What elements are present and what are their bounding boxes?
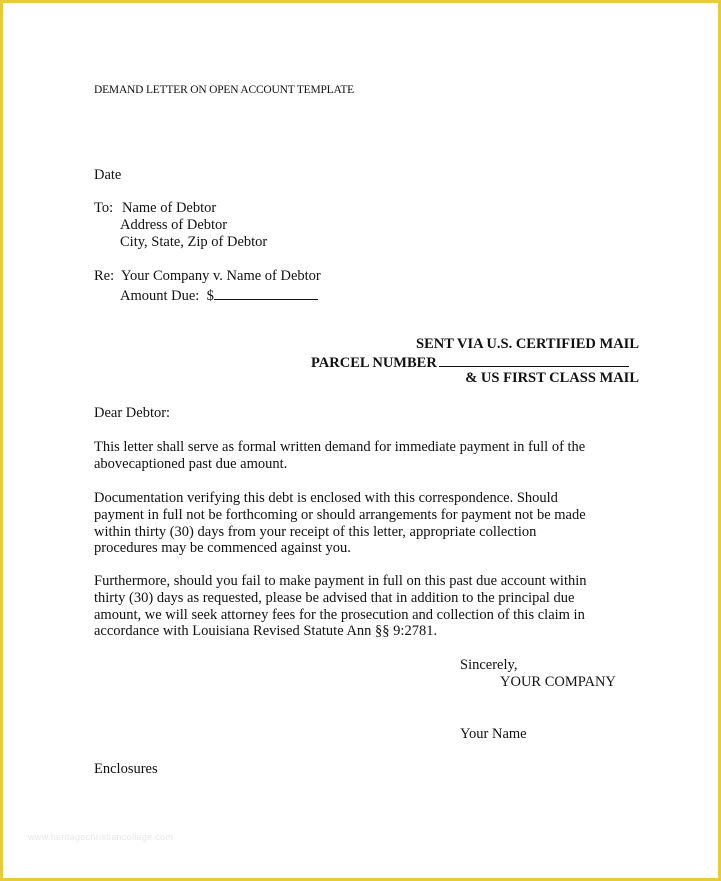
company-name: YOUR COMPANY xyxy=(500,674,616,690)
paragraph-line: thirty (30) days as requested, please be advised that in addition to the principal due xyxy=(94,589,575,606)
currency-symbol: $ xyxy=(206,288,214,304)
parcel-number-blank xyxy=(439,353,629,367)
certified-mail-line: SENT VIA U.S. CERTIFIED MAIL xyxy=(416,336,639,352)
paragraph-documentation xyxy=(94,490,654,557)
case-caption: Your Company v. Name of Debtor xyxy=(121,268,321,284)
paragraph-line: amount, we will seek attorney fees for the prosecution and collection of this claim in xyxy=(94,606,585,623)
paragraph-line: procedures may be commenced against you. xyxy=(94,540,351,557)
paragraph-line: This letter shall serve as formal written demand for immediate payment in full of the xyxy=(94,439,586,455)
paragraph-attorney-fees xyxy=(94,573,654,640)
paragraph-demand xyxy=(94,439,654,473)
paragraph-line: within thirty (30) days from your receipt of this letter, appropriate collection xyxy=(94,523,537,540)
parcel-number-label: PARCEL NUMBER xyxy=(311,355,437,371)
amount-due-label: Amount Due: xyxy=(120,288,200,304)
paragraph-line: accordance with Louisiana Revised Statute Ann §§ 9:2781. xyxy=(94,623,438,640)
salutation: Dear Debtor: xyxy=(94,405,171,421)
debtor-address: Address of Debtor xyxy=(120,217,228,233)
to-label: To: xyxy=(94,200,114,216)
enclosures-label: Enclosures xyxy=(94,761,158,777)
amount-due-line xyxy=(120,286,318,305)
letter-page xyxy=(6,6,721,881)
first-class-mail-line: & US FIRST CLASS MAIL xyxy=(465,370,639,386)
re-label: Re: xyxy=(94,268,115,284)
debtor-name: Name of Debtor xyxy=(122,200,217,216)
paragraph-line: Furthermore, should you fail to make payment in full on this past due account within xyxy=(94,573,587,589)
document-heading: DEMAND LETTER ON OPEN ACCOUNT TEMPLATE xyxy=(94,84,354,96)
signature-name: Your Name xyxy=(460,726,527,742)
amount-blank xyxy=(214,286,318,300)
paragraph-line: payment in full not be forthcoming or should arrangements for payment not be made xyxy=(94,506,586,523)
date-placeholder: Date xyxy=(94,167,122,183)
watermark: www.heritagechristiancollege.com xyxy=(28,832,174,842)
closing: Sincerely, xyxy=(460,657,518,673)
paragraph-line: Documentation verifying this debt is enclosed with this correspondence. Should xyxy=(94,490,558,506)
debtor-city-state-zip: City, State, Zip of Debtor xyxy=(120,234,268,250)
paragraph-line: abovecaptioned past due amount. xyxy=(94,455,288,472)
